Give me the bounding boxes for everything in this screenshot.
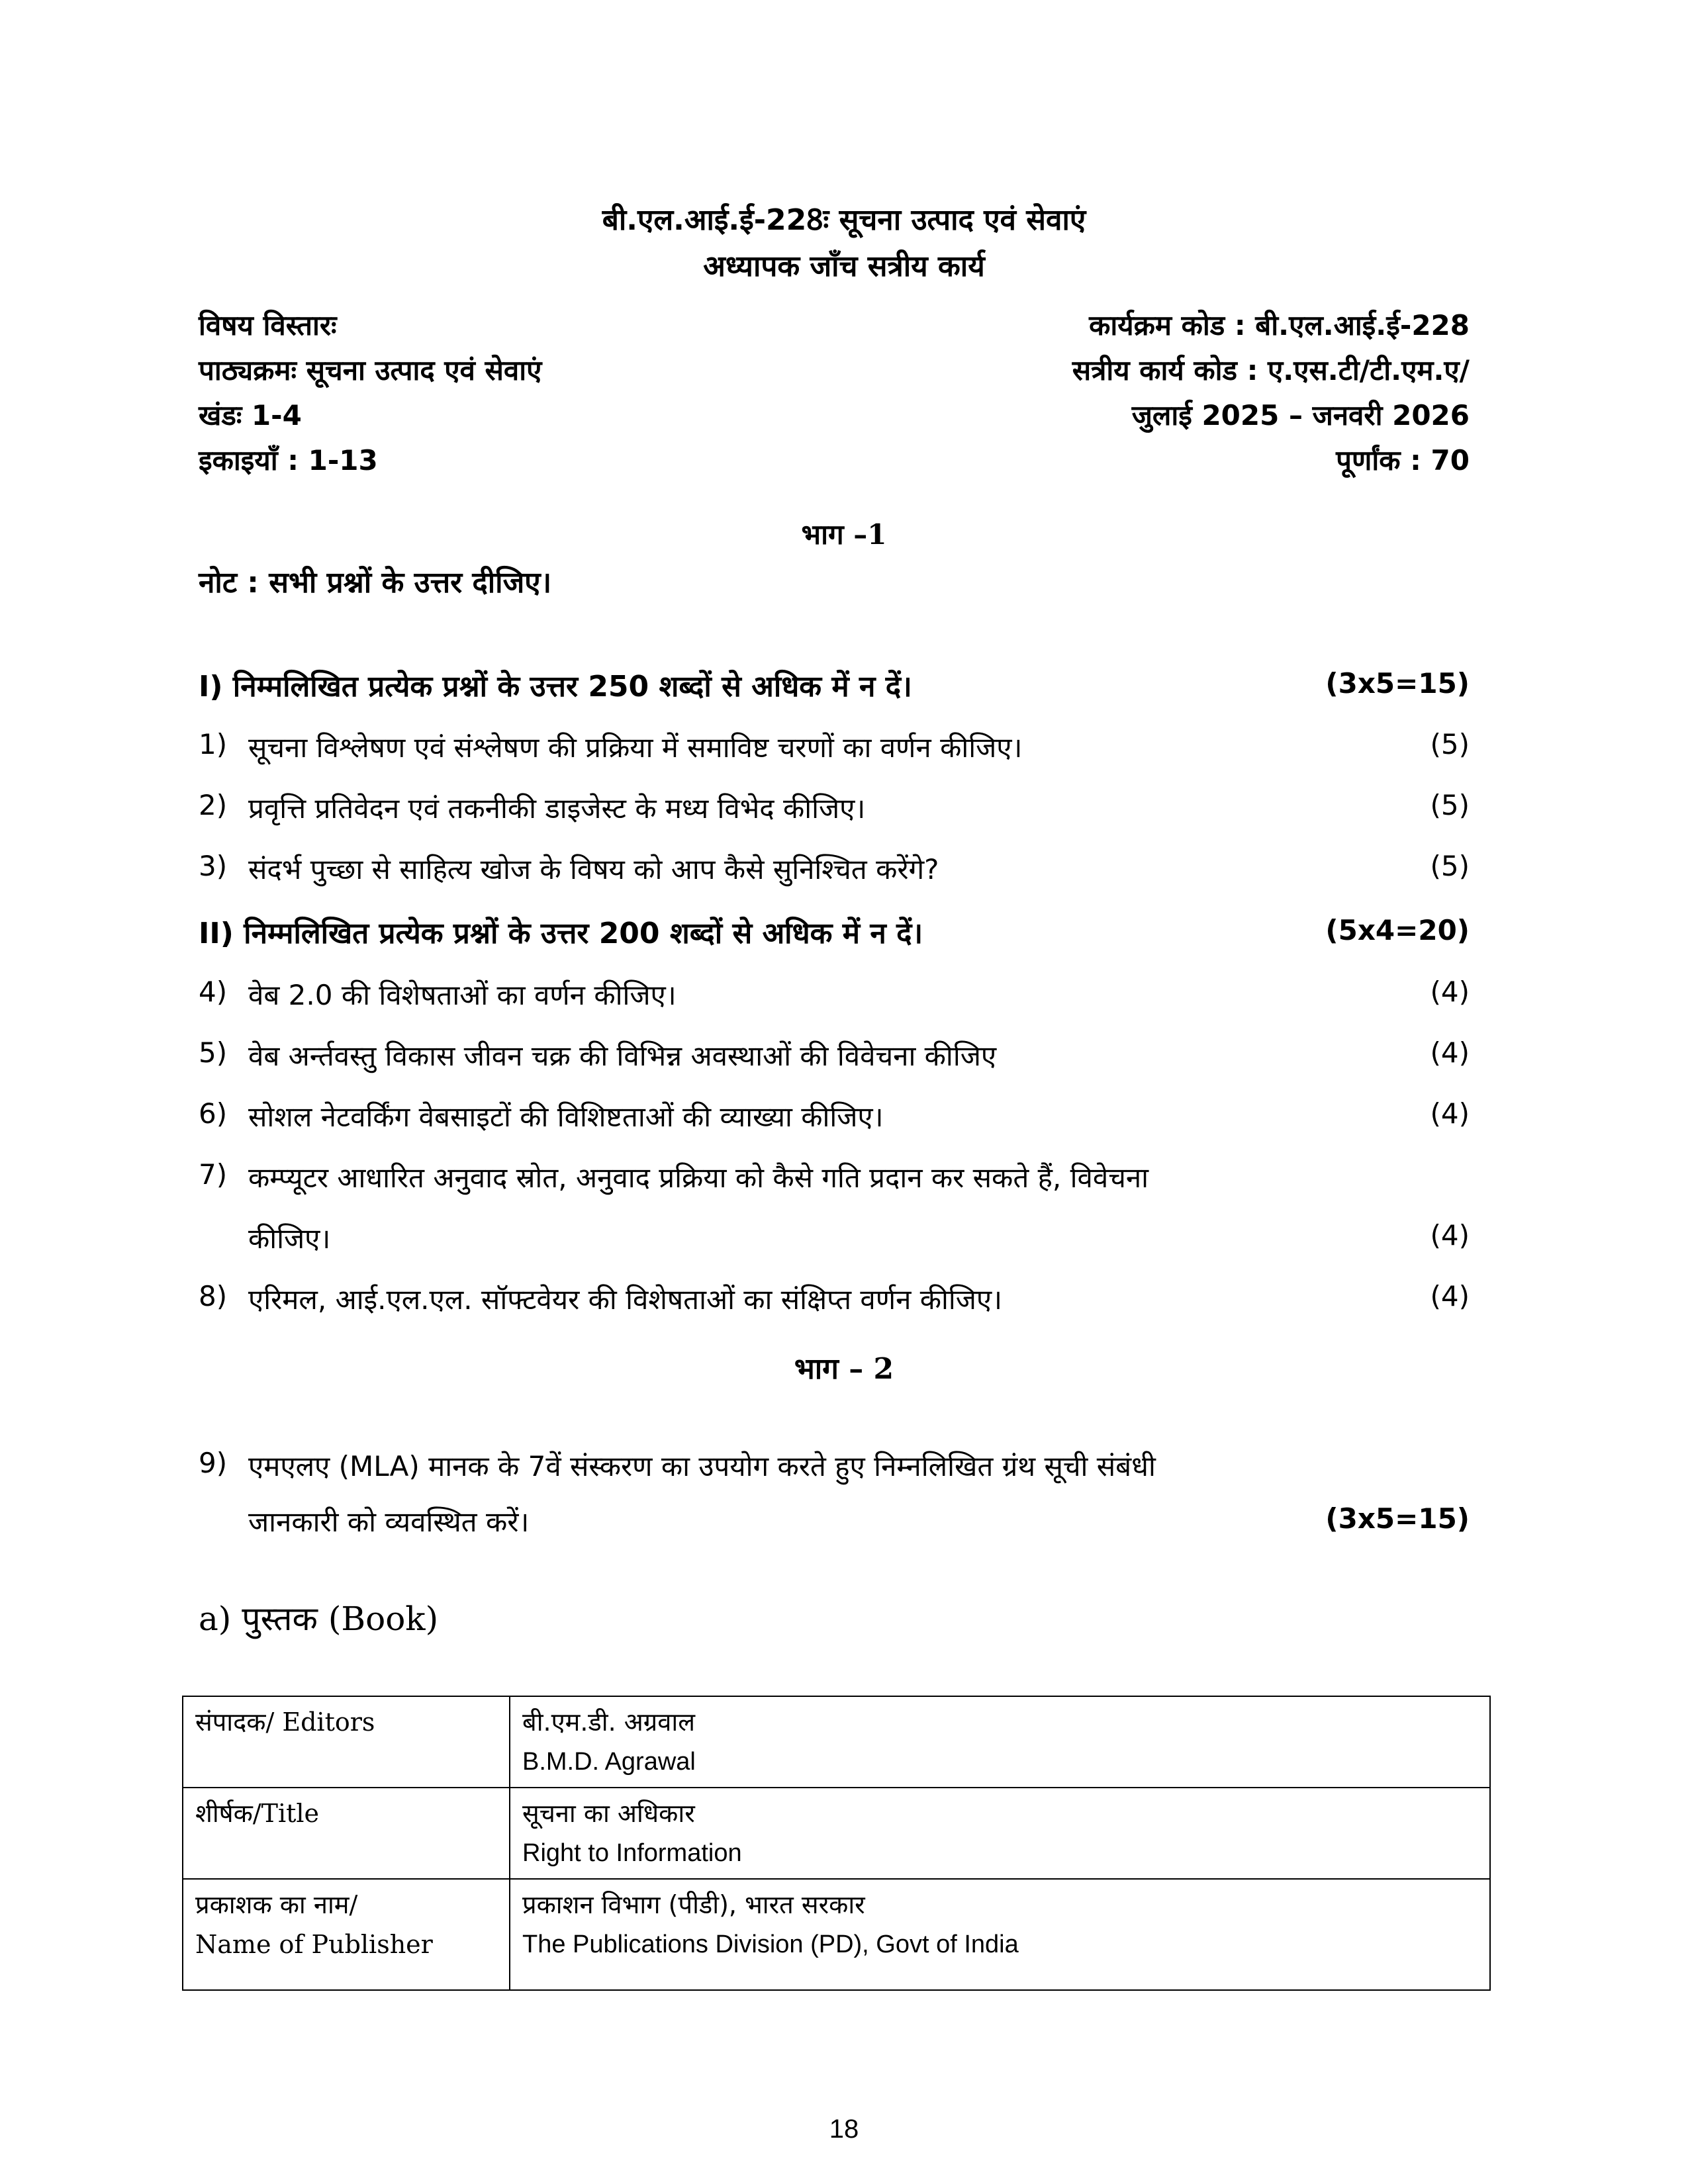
title-label: शीर्षक/Title [195, 1799, 320, 1828]
table-row [183, 1879, 1490, 1990]
table-key-cell [183, 1788, 510, 1879]
q3-text: संदर्भ पुच्छा से साहित्य खोज के विषय को आप कैसे सुनिश्चित करेंगे? [248, 853, 939, 886]
q9-text-line1: एमएलए (MLA) मानक के 7वें संस्करण का उपयोग करते हुए निम्नलिखित ग्रंथ सूची संबंधी [248, 1450, 1156, 1482]
document-title: बी.एल.आई.ई-228ः सूचना उत्पाद एवं सेवाएं [602, 203, 1086, 237]
meta-max-marks: पूर्णांक : 70 [1336, 444, 1470, 477]
publisher-value-hindi: प्रकाशन विभाग (पीडी), भारत सरकार [522, 1890, 865, 1919]
publisher-value-english: The Publications Division (PD), Govt of India [522, 1931, 1019, 1958]
q2-number: 2) [199, 789, 228, 821]
q8-marks: (4) [1430, 1280, 1470, 1312]
q2-marks: (5) [1430, 789, 1470, 821]
document-subtitle: अध्यापक जाँच सत्रीय कार्य [703, 250, 985, 283]
q9-number: 9) [199, 1447, 228, 1479]
q8-text: एरिमल, आई.एल.एल. सॉफ्टवेयर की विशेषताओं का संक्षिप्त वर्णन कीजिए। [248, 1283, 1003, 1316]
title-value-hindi: सूचना का अधिकार [522, 1799, 695, 1828]
q6-number: 6) [199, 1097, 228, 1130]
part1-heading: भाग –1 [801, 518, 887, 551]
editors-label: संपादक/ Editors [195, 1707, 375, 1737]
q4-marks: (4) [1430, 976, 1470, 1008]
q7-text-line2: कीजिए। [248, 1222, 331, 1255]
q1-number: 1) [199, 728, 228, 760]
section1-marks: (3x5=15) [1325, 667, 1470, 700]
q9-marks: (3x5=15) [1325, 1502, 1470, 1535]
q6-text: सोशल नेटवर्किंग वेबसाइटों की विशिष्टताओं की व्याख्या कीजिए। [248, 1101, 884, 1133]
q3-marks: (5) [1430, 850, 1470, 882]
meta-programme-code: कार्यक्रम कोड : बी.एल.आई.ई-228 [1089, 309, 1470, 341]
q1-text: सूचना विश्लेषण एवं संश्लेषण की प्रक्रिया में समाविष्ट चरणों का वर्णन कीजिए। [248, 731, 1023, 764]
part2-heading: भाग – 2 [794, 1352, 894, 1386]
table-value-cell [510, 1879, 1490, 1990]
section2-instruction: II) निम्मलिखित प्रत्येक प्रश्नों के उत्तर 200 शब्दों से अधिक में न दें। [199, 917, 923, 950]
table-key-cell [183, 1696, 510, 1788]
q1-marks: (5) [1430, 728, 1470, 760]
table-value-cell [510, 1696, 1490, 1788]
q5-text: वेब अर्न्तवस्तु विकास जीवन चक्र की विभिन्न अवस्थाओं की विवेचना कीजिए [248, 1040, 997, 1072]
q4-text: वेब 2.0 की विशेषताओं का वर्णन कीजिए। [248, 979, 677, 1011]
q5-marks: (4) [1430, 1036, 1470, 1069]
q9-text-line2: जानकारी को व्यवस्थित करें। [248, 1506, 530, 1538]
q8-number: 8) [199, 1280, 228, 1312]
publisher-label-english: Name of Publisher [195, 1930, 433, 1959]
book-label: a) पुस्तक (Book) [199, 1600, 439, 1638]
meta-units: इकाइयाँ : 1-13 [199, 444, 378, 477]
table-row [183, 1788, 1490, 1879]
q6-marks: (4) [1430, 1097, 1470, 1130]
table-row [183, 1696, 1490, 1788]
meta-assignment-code: सत्रीय कार्य कोड : ए.एस.टी/टी.एम.ए/ [1072, 354, 1470, 387]
q7-text-line1: कम्प्यूटर आधारित अनुवाद स्रोत, अनुवाद प्रक्रिया को कैसे गति प्रदान कर सकते हैं, विवेचना [248, 1161, 1149, 1194]
editors-value-english: B.M.D. Agrawal [522, 1748, 696, 1776]
meta-blocks: खंडः 1-4 [199, 399, 302, 432]
meta-course: पाठ्यक्रमः सूचना उत्पाद एवं सेवाएं [199, 354, 542, 387]
section1-instruction: I) निम्मलिखित प्रत्येक प्रश्नों के उत्तर 250 शब्दों से अधिक में न दें। [199, 670, 912, 704]
section2-marks: (5x4=20) [1325, 914, 1470, 946]
publisher-label-hindi: प्रकाशक का नाम/ [195, 1890, 358, 1919]
q3-number: 3) [199, 850, 228, 882]
q5-number: 5) [199, 1036, 228, 1069]
table-value-cell [510, 1788, 1490, 1879]
page-number: 18 [829, 2115, 859, 2144]
q4-number: 4) [199, 976, 228, 1008]
q2-text: प्रवृत्ति प्रतिवेदन एवं तकनीकी डाइजेस्ट के मध्य विभेद कीजिए। [248, 792, 866, 825]
editors-value-hindi: बी.एम.डी. अग्रवाल [522, 1707, 695, 1737]
note: नोट : सभी प्रश्नों के उत्तर दीजिए। [199, 566, 552, 600]
bibliographic-table [182, 1696, 1491, 1991]
table-key-cell [183, 1879, 510, 1990]
meta-subject-label: विषय विस्तारः [199, 309, 337, 341]
q7-marks: (4) [1430, 1219, 1470, 1251]
q7-number: 7) [199, 1158, 228, 1191]
title-value-english: Right to Information [522, 1839, 742, 1867]
meta-session: जुलाई 2025 – जनवरी 2026 [1131, 399, 1470, 432]
